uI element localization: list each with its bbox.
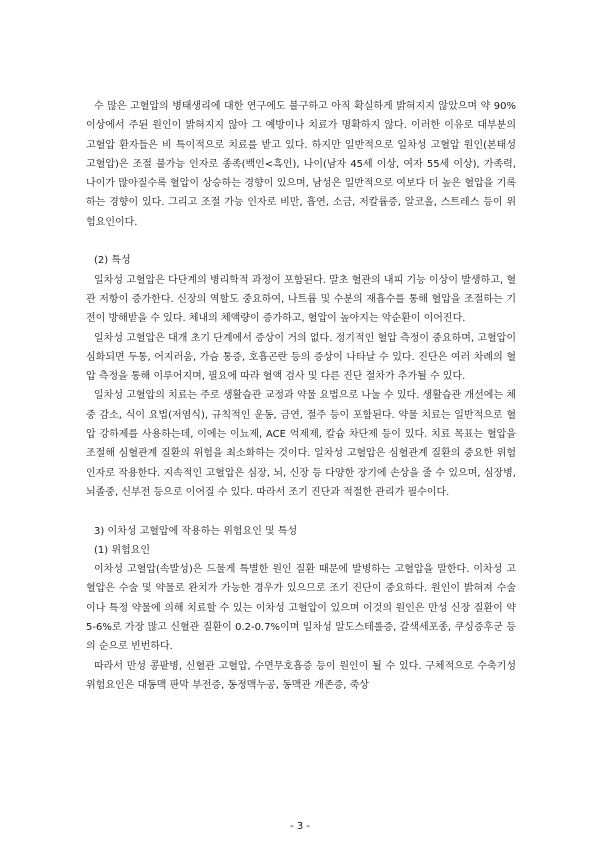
heading-secondary-hypertension: 3) 이차성 고혈압에 작용하는 위험요인 및 특성: [94, 525, 298, 537]
section-gap: [86, 232, 516, 251]
section-gap: [86, 502, 516, 521]
heading-risk-factors: (1) 위험요인: [94, 544, 150, 556]
paragraph-secondary-causes: 이차성 고혈압(속발성)은 드물게 특별한 원인 질환 때문에 발병하는 고혈압을 말한다. 이차성 고혈압은 수술 및 약물로 완치가 가능한 경우가 있으므로 조기 진단이 중요하다. 원인이 밝혀져 수술이나 특정 약물에 의해 치료할 수 있는 이차성 고혈압이 있으며 이것의 원인은 만성 신장 질환이 약 5-6%로 가장 많고 신혈관 질환이 0.2-0.7%이며 일차성 알도스테롤증, 갈색세포종, 쿠싱증후군 등의 순으로 빈번하다.: [86, 564, 516, 653]
paragraph-symptoms: 일차성 고혈압은 대개 초기 단계에서 증상이 거의 없다. 정기적인 혈압 측정이 중요하며, 고혈압이 심화되면 두통, 어지러움, 가슴 통증, 호흡곤란 등의 증상이 나타날 수 있다. 진단은 여러 차례의 혈압 측정을 통해 이루어지며, 필요에 따라 혈액 검사 및 다른 진단 절차가 추가될 수 있다.: [86, 332, 516, 383]
paragraph-etiology: 수 많은 고혈압의 병태생리에 대한 연구에도 불구하고 아직 확실하게 밝혀지지 않았으며 약 90% 이상에서 주된 원인이 밝혀지지 않아 그 예방이나 치료가 명확하지 않다. 이러한 이유로 대부분의 고혈압 환자들은 비 특이적으로 치료를 받고 있다. 하지만 일반적으로 일차성 고혈압 원인(본태성 고혈압)은 조절 불가능 인자로 종족(백인<흑인), 나이(남자 45세 이상, 여자 55세 이상), 가족력, 나이가 많아질수록 혈압이 상승하는 경향이 있으며, 남성은 일반적으로 여보다 더 높은 혈압을 기록하는 경향이 있다. 그리고 조절 가능 인자로 비만, 흡연, 소금, 저칼륨증, 알코올, 스트레스 등이 위험요인이다.: [86, 101, 516, 228]
page-number: - 3 -: [290, 821, 310, 832]
heading-characteristics: (2) 특성: [94, 255, 131, 267]
paragraph-treatment: 일차성 고혈압의 치료는 주로 생활습관 교정과 약물 요법으로 나눌 수 있다. 생활습관 개선에는 체중 감소, 식이 요법(저염식), 규칙적인 운동, 금연, 절주 등이 포함된다. 약물 치료는 일반적으로 혈압 강하제를 사용하는데, 이에는 이뇨제, ACE 억제제, 칼슘 차단제 등이 있다. 치료 목표는 혈압을 조절해 심혈관계 질환의 위험을 최소화하는 것이다. 일차성 고혈압은 심혈관계 질환의 중요한 위험 인자로 작용한다. 지속적인 고혈압은 심장, 뇌, 신장 등 다양한 장기에 손상을 줄 수 있으며, 심장병, 뇌졸중, 신부전 등으로 이어질 수 있다. 따라서 조기 진단과 적절한 관리가 필수이다.: [86, 390, 516, 498]
paragraph-secondary-risk: 따라서 만성 콩팥병, 신혈관 고혈압, 수면무호흡증 등이 원인이 될 수 있다. 구체적으로 수축기성 위험요인은 대동맥 판막 부전증, 동정맥누공, 동맥관 개존증, 죽상: [86, 660, 516, 691]
paragraph-pathology: 일차성 고혈압은 다단계의 병리학적 과정이 포함된다. 말초 혈관의 내피 기능 이상이 발생하고, 혈관 저항이 증가한다. 신장의 역할도 중요하여, 나트륨 및 수분의 재흡수를 통해 혈압을 조절하는 기전이 방해받을 수 있다. 체내의 체액량이 증가하고, 혈압이 높아지는 악순환이 이어진다.: [86, 274, 516, 325]
document-body: [86, 97, 516, 695]
